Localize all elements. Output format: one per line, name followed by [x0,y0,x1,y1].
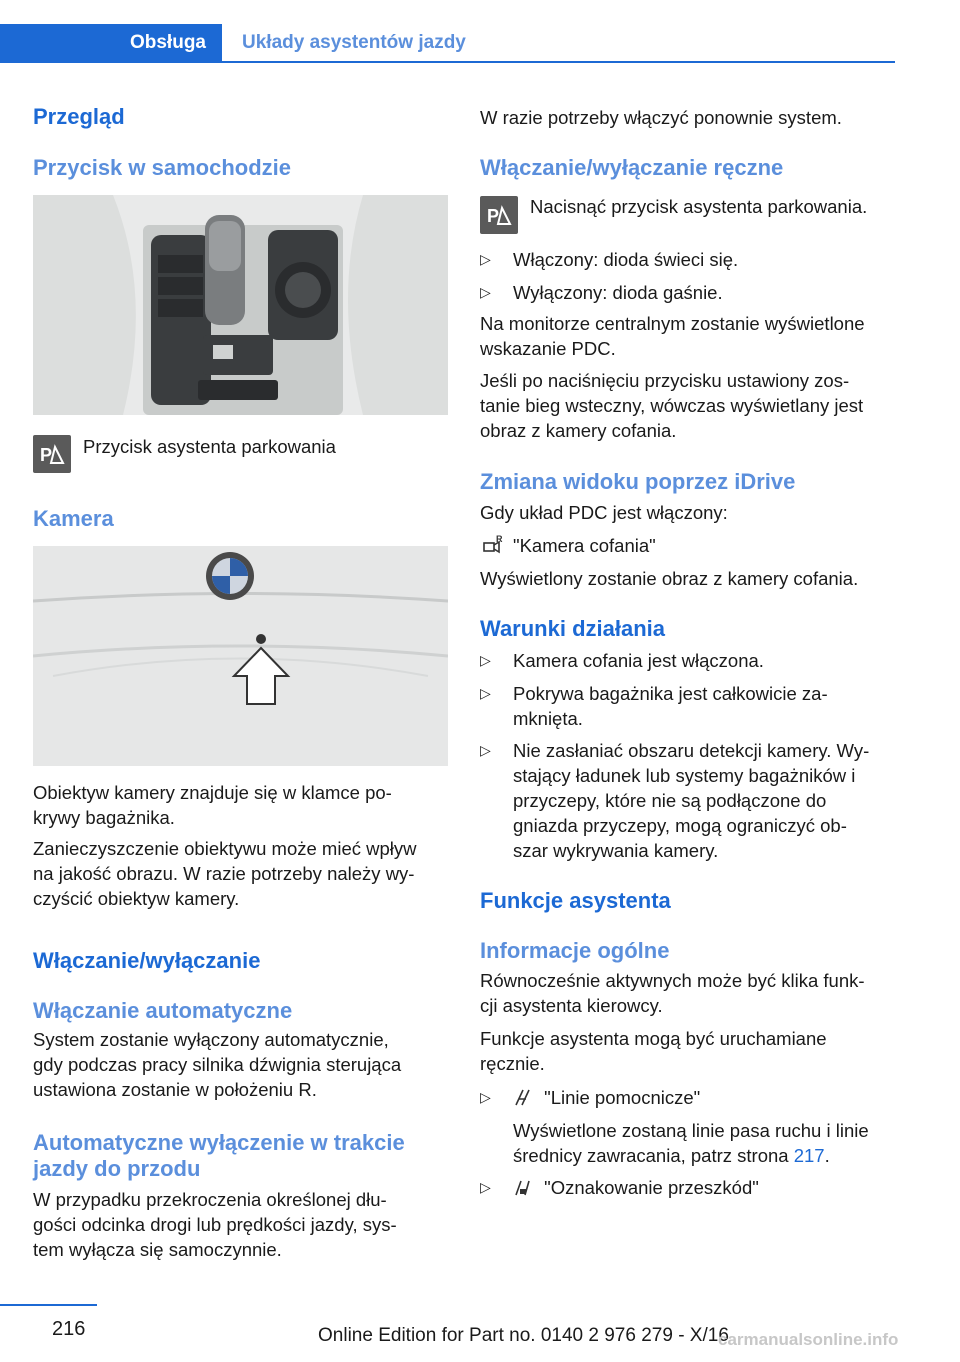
heading-reczne: Włączanie/wyłączanie ręczne [480,155,784,180]
tab-obsluga[interactable] [0,24,222,62]
text-line: gniazda przyczepy, mogą ograniczyć ob- [513,815,847,836]
list-item-text: Wyłączony: dioda gaśnie. [513,282,723,303]
heading-automatyczne: Włączanie automatyczne [33,998,293,1023]
triangle-bullet-icon: ▷ [480,652,491,668]
list-item-text: Włączony: dioda świeci się. [513,249,739,270]
text-line: Na monitorze centralnym zostanie wyświetlone [480,313,865,334]
paragraph-monitor [480,311,900,361]
camera-illustration [33,546,448,766]
header-rule [0,61,895,63]
heading-wlaczanie: Włączanie/wyłączanie [33,948,261,973]
text-line: ustawiona zostanie w położeniu R. [33,1079,317,1100]
text-line: przyczepy, które nie są podłączone do [513,790,827,811]
text-line: czyścić obiektyw kamery. [33,888,240,909]
icon-instruction: Nacisnąć przycisk asystenta parkowania. [530,196,868,217]
text-line: System zostanie wyłączony automatycznie, [33,1029,389,1050]
footer-rule [0,1304,97,1306]
text-line: krywy bagażnika. [33,807,175,828]
text-line: stający ładunek lub systemy bagażników i [513,765,856,786]
list-item-text [513,1085,896,1168]
list-item-text [513,738,896,863]
text-line: gości odcinka drogi lub prędkości jazdy, sys- [33,1214,397,1235]
text-line: wskazanie PDC. [480,338,616,359]
heading-autowylaczenie [33,1130,405,1182]
page-link[interactable]: 217 [793,1145,825,1166]
text-line: gdy podczas pracy silnika dźwignia sterująca [33,1054,402,1075]
triangle-bullet-icon: ▷ [480,251,491,267]
svg-text:P: P [487,206,500,226]
list-item-text [513,681,896,731]
text-span: . [824,1145,830,1166]
paragraph-system [33,1027,448,1102]
console-illustration [33,195,448,415]
tab-label: Obsługa [129,32,206,53]
list-item-text [513,648,896,673]
heading-zmiana: Zmiana widoku poprzez iDrive [480,469,796,494]
text-line: W przypadku przekroczenia określonej dłu- [33,1189,387,1210]
text-line [513,1143,896,1168]
text-line: na jakość obrazu. W razie potrzeby należy wy- [33,863,415,884]
linie-label: "Linie pomocnicze" [544,1087,701,1108]
triangle-bullet-icon: ▷ [480,284,491,300]
heading-przeglad: Przegląd [33,104,125,129]
text-line: obraz z kamery cofania. [480,420,677,441]
paragraph-rownoczesnie [480,968,900,1018]
svg-text:R: R [496,534,503,544]
parking-assistant-icon [480,196,518,234]
svg-text:P: P [40,445,53,465]
heading-line: Automatyczne wyłączenie w trakcie [33,1130,405,1155]
list-item-text [513,1175,896,1200]
paragraph-obiektyw [33,780,448,830]
text-line: Pokrywa bagażnika jest całkowicie za- [513,683,828,704]
heading-warunki: Warunki działania [480,616,666,641]
guide-lines-icon [513,1087,533,1107]
text-line: tem wyłącza się samoczynnie. [33,1239,282,1260]
text-line: Nie zasłaniać obszaru detekcji kamery. Wy- [513,740,870,761]
camera-icon [482,534,506,556]
parking-assistant-icon [33,435,71,473]
triangle-bullet-icon: ▷ [480,1089,491,1105]
triangle-bullet-icon: ▷ [480,685,491,701]
text-line: Jeśli po naciśnięciu przycisku ustawiony zos- [480,370,850,391]
paragraph-razie: W razie potrzeby włączyć ponownie system. [480,107,842,128]
watermark: carmanualsonline.info [718,1330,899,1349]
page-number: 216 [52,1318,86,1340]
paragraph-zanieczyszczenie [33,836,448,911]
text-line: Kamera cofania jest włączona. [513,650,764,671]
text-line: Zanieczyszczenie obiektywu może mieć wpływ [33,838,417,859]
text-line: Obiektyw kamery znajduje się w klamce po- [33,782,392,803]
text-line: cji asystenta kierowcy. [480,995,663,1016]
text-line: mknięta. [513,708,583,729]
triangle-bullet-icon: ▷ [480,1179,491,1195]
edition-text: Online Edition for Part no. 0140 2 976 279 - X/16 [318,1325,729,1346]
heading-line: jazdy do przodu [33,1156,201,1181]
paragraph-mogą [480,1026,900,1076]
triangle-bullet-icon: ▷ [480,742,491,758]
obstacle-marking-icon [513,1177,533,1197]
text-line: Równocześnie aktywnych może być klika funk- [480,970,865,991]
heading-przycisk: Przycisk w samochodzie [33,155,291,180]
linie-label-row [513,1085,896,1110]
text-line: Wyświetlone zostaną linie pasa ruchu i linie [513,1120,869,1141]
heading-funkcje: Funkcje asystenta [480,888,671,913]
text-span: średnicy zawracania, patrz strona [513,1145,794,1166]
tab-label: Układy asystentów jazdy [242,32,466,53]
icon-caption: Przycisk asystenta parkowania [83,436,336,457]
paragraph-gdy: Gdy układ PDC jest włączony: [480,502,728,523]
text-line: tanie bieg wsteczny, wówczas wyświetlany jest [480,395,864,416]
camera-option-label: "Kamera cofania" [513,535,656,556]
text-line: ręcznie. [480,1053,545,1074]
heading-informacje: Informacje ogólne [480,938,670,963]
text-line: Funkcje asystenta mogą być uruchamiane [480,1028,827,1049]
paragraph-przypadku [33,1187,448,1262]
paragraph-wyswietlony: Wyświetlony zostanie obraz z kamery cofania. [480,568,859,589]
heading-kamera: Kamera [33,506,114,531]
tab-uklady-asystentow[interactable] [222,24,466,62]
text-line: szar wykrywania kamery. [513,840,719,861]
paragraph-jesli [480,368,900,443]
oznakowanie-label: "Oznakowanie przeszkód" [544,1177,759,1198]
